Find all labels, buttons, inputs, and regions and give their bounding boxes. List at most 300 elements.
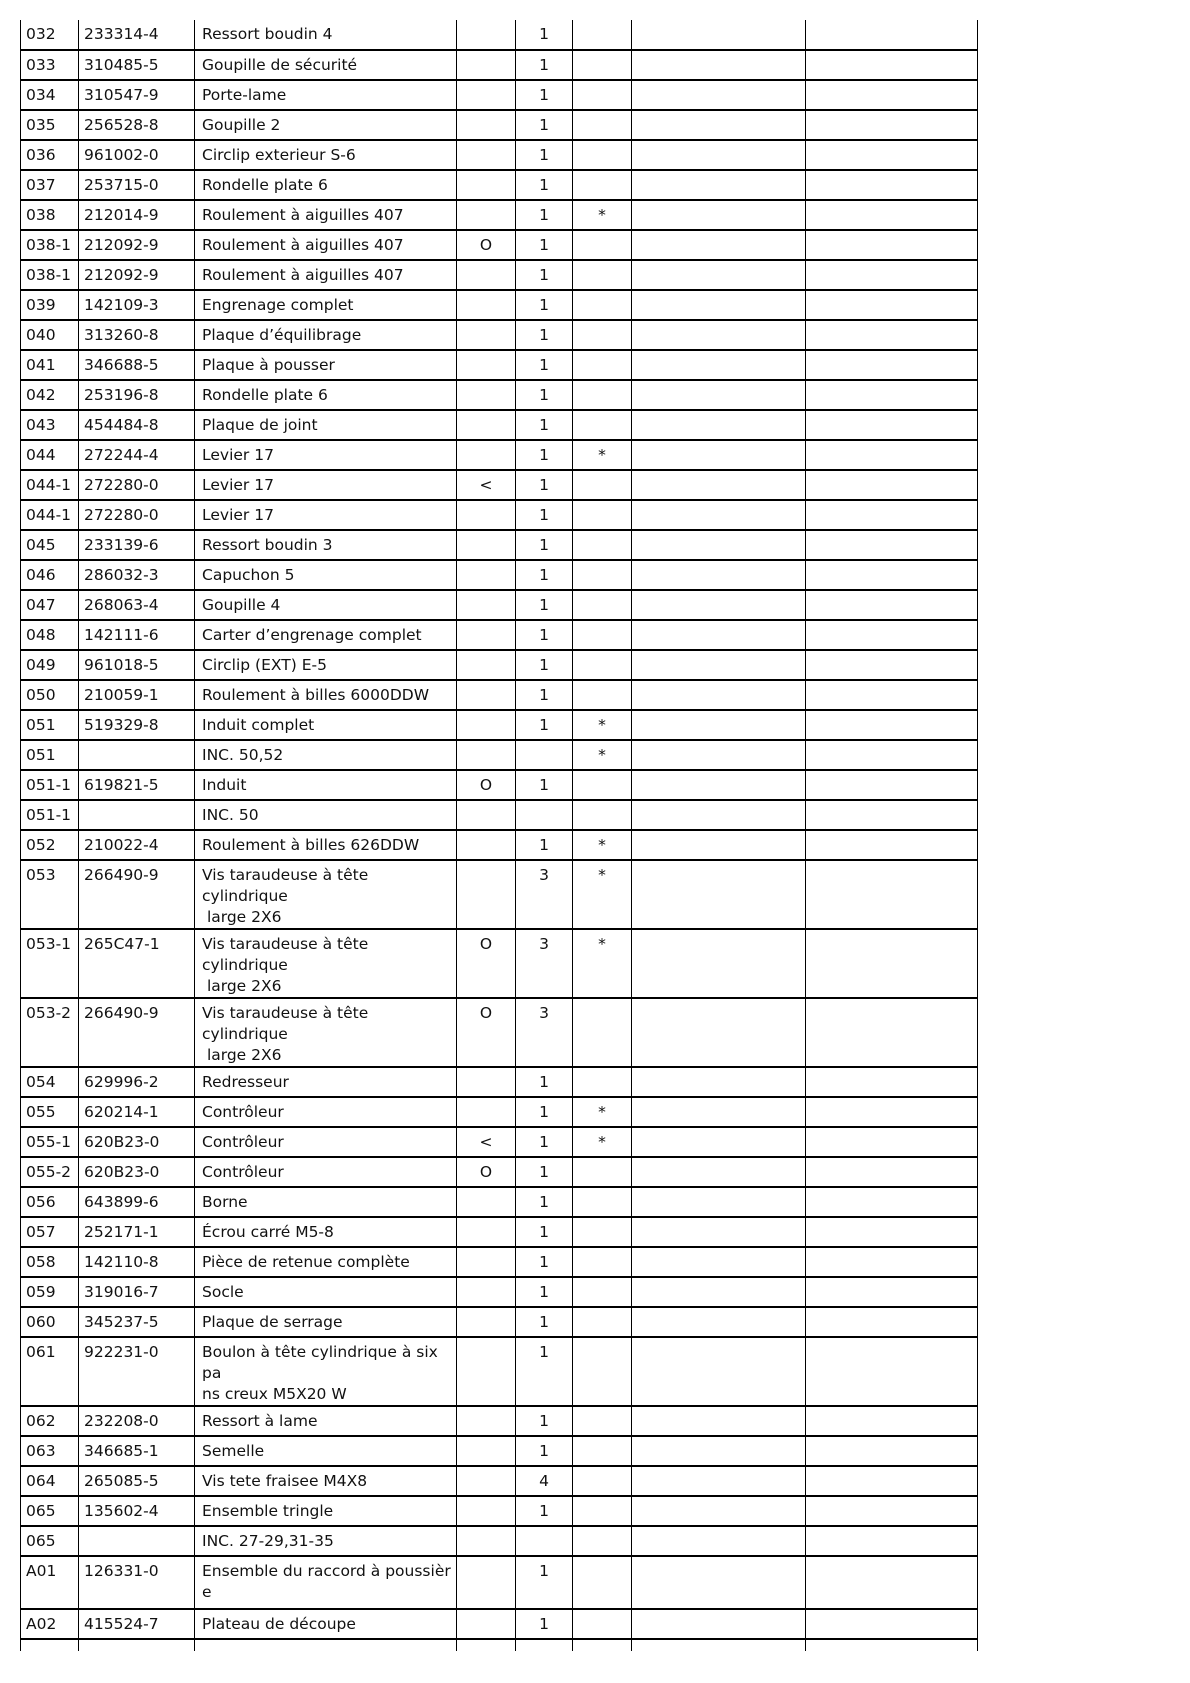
quantity-cell [516, 1526, 573, 1556]
change-mark-cell [457, 620, 516, 650]
note-cell [573, 50, 632, 80]
table-row [21, 1337, 978, 1406]
part-number-cell: 519329-8 [79, 710, 195, 740]
empty-cell [806, 560, 978, 590]
empty-cell [632, 1337, 806, 1406]
description-cell: Plaque de serrage [195, 1307, 457, 1337]
quantity-cell [516, 740, 573, 770]
empty-cell [806, 590, 978, 620]
change-mark-cell: O [457, 1157, 516, 1187]
quantity-cell: 1 [516, 350, 573, 380]
quantity-cell: 1 [516, 650, 573, 680]
empty-cell [195, 1639, 457, 1651]
item-number-cell: 065 [21, 1496, 79, 1526]
empty-cell [632, 830, 806, 860]
table-row [21, 50, 978, 80]
quantity-cell: 3 [516, 998, 573, 1067]
item-number-cell: 044 [21, 440, 79, 470]
quantity-cell: 1 [516, 1277, 573, 1307]
empty-cell [632, 1217, 806, 1247]
description-cell: Pièce de retenue complète [195, 1247, 457, 1277]
part-number-cell: 310485-5 [79, 50, 195, 80]
item-number-cell: 060 [21, 1307, 79, 1337]
empty-cell [632, 1496, 806, 1526]
empty-cell [632, 1127, 806, 1157]
table-row [21, 410, 978, 440]
change-mark-cell [457, 320, 516, 350]
empty-cell [632, 650, 806, 680]
table-row [21, 1067, 978, 1097]
empty-cell [632, 740, 806, 770]
part-number-cell: 272244-4 [79, 440, 195, 470]
table-row [21, 320, 978, 350]
note-cell: * [573, 710, 632, 740]
part-number-cell: 454484-8 [79, 410, 195, 440]
empty-cell [632, 1157, 806, 1187]
change-mark-cell: < [457, 1127, 516, 1157]
description-cell: Vis taraudeuse à tête cylindrique large 2X6 [195, 998, 457, 1067]
part-number-cell: 253196-8 [79, 380, 195, 410]
item-number-cell: 047 [21, 590, 79, 620]
part-number-cell: 268063-4 [79, 590, 195, 620]
empty-cell [632, 20, 806, 50]
change-mark-cell [457, 80, 516, 110]
table-row [21, 350, 978, 380]
quantity-cell: 1 [516, 170, 573, 200]
item-number-cell: 051-1 [21, 770, 79, 800]
change-mark-cell [457, 290, 516, 320]
quantity-cell: 1 [516, 1307, 573, 1337]
empty-cell [806, 650, 978, 680]
note-cell [573, 1436, 632, 1466]
quantity-cell: 1 [516, 590, 573, 620]
item-number-cell: 037 [21, 170, 79, 200]
table-row [21, 800, 978, 830]
table-row [21, 1187, 978, 1217]
quantity-cell [516, 800, 573, 830]
note-cell: * [573, 440, 632, 470]
table-row [21, 170, 978, 200]
quantity-cell: 1 [516, 560, 573, 590]
description-cell: Vis taraudeuse à tête cylindrique large 2X6 [195, 929, 457, 998]
description-cell: Capuchon 5 [195, 560, 457, 590]
empty-cell [806, 380, 978, 410]
part-number-cell: 272280-0 [79, 500, 195, 530]
description-cell: INC. 50,52 [195, 740, 457, 770]
empty-cell [806, 440, 978, 470]
table-row [21, 998, 978, 1067]
table-row [21, 1247, 978, 1277]
item-number-cell: 046 [21, 560, 79, 590]
part-number-cell: 961018-5 [79, 650, 195, 680]
part-number-cell: 619821-5 [79, 770, 195, 800]
description-cell: Engrenage complet [195, 290, 457, 320]
empty-cell [806, 998, 978, 1067]
change-mark-cell [457, 1466, 516, 1496]
change-mark-cell [457, 1337, 516, 1406]
table-row [21, 470, 978, 500]
description-cell: Levier 17 [195, 500, 457, 530]
note-cell [573, 110, 632, 140]
quantity-cell: 1 [516, 1067, 573, 1097]
quantity-cell: 1 [516, 1496, 573, 1526]
description-cell: Rondelle plate 6 [195, 380, 457, 410]
quantity-cell: 1 [516, 230, 573, 260]
empty-cell [806, 1436, 978, 1466]
table-row [21, 500, 978, 530]
description-cell: Levier 17 [195, 470, 457, 500]
note-cell [573, 650, 632, 680]
empty-cell [806, 530, 978, 560]
empty-cell [457, 1639, 516, 1651]
change-mark-cell [457, 1496, 516, 1526]
note-cell [573, 260, 632, 290]
change-mark-cell [457, 500, 516, 530]
part-number-cell: 415524-7 [79, 1609, 195, 1639]
table-row [21, 860, 978, 929]
empty-cell [21, 1639, 79, 1651]
empty-cell [806, 500, 978, 530]
table-row [21, 740, 978, 770]
empty-cell [806, 50, 978, 80]
part-number-cell: 286032-3 [79, 560, 195, 590]
change-mark-cell [457, 140, 516, 170]
empty-cell [806, 1496, 978, 1526]
item-number-cell: 041 [21, 350, 79, 380]
quantity-cell: 1 [516, 1556, 573, 1609]
empty-cell [806, 170, 978, 200]
description-cell: INC. 50 [195, 800, 457, 830]
part-number-cell: 922231-0 [79, 1337, 195, 1406]
note-cell [573, 1247, 632, 1277]
empty-cell [806, 1277, 978, 1307]
quantity-cell: 1 [516, 200, 573, 230]
quantity-cell: 1 [516, 770, 573, 800]
quantity-cell: 1 [516, 1436, 573, 1466]
quantity-cell: 1 [516, 1217, 573, 1247]
change-mark-cell [457, 560, 516, 590]
empty-cell [632, 140, 806, 170]
empty-cell [632, 260, 806, 290]
empty-cell [632, 860, 806, 929]
table-row [21, 20, 978, 50]
note-cell [573, 1277, 632, 1307]
empty-cell [632, 1639, 806, 1651]
part-number-cell: 620B23-0 [79, 1127, 195, 1157]
table-row [21, 710, 978, 740]
description-cell: Socle [195, 1277, 457, 1307]
empty-cell [806, 1556, 978, 1609]
table-row [21, 1496, 978, 1526]
empty-cell [806, 929, 978, 998]
part-number-cell: 253715-0 [79, 170, 195, 200]
change-mark-cell [457, 200, 516, 230]
table-row [21, 1466, 978, 1496]
quantity-cell: 1 [516, 1187, 573, 1217]
item-number-cell: 050 [21, 680, 79, 710]
note-cell [573, 560, 632, 590]
empty-cell [806, 1639, 978, 1651]
empty-cell [632, 470, 806, 500]
empty-cell [806, 1217, 978, 1247]
note-cell [573, 320, 632, 350]
description-cell: Contrôleur [195, 1127, 457, 1157]
note-cell [573, 1067, 632, 1097]
table-row [21, 1609, 978, 1639]
quantity-cell: 1 [516, 50, 573, 80]
item-number-cell: 057 [21, 1217, 79, 1247]
item-number-cell: 040 [21, 320, 79, 350]
item-number-cell: 036 [21, 140, 79, 170]
item-number-cell: 064 [21, 1466, 79, 1496]
empty-cell [806, 110, 978, 140]
description-cell: Roulement à aiguilles 407 [195, 230, 457, 260]
empty-cell [632, 80, 806, 110]
quantity-cell: 1 [516, 710, 573, 740]
quantity-cell: 1 [516, 1157, 573, 1187]
empty-cell [632, 320, 806, 350]
empty-cell [632, 1526, 806, 1556]
quantity-cell: 1 [516, 1609, 573, 1639]
change-mark-cell [457, 1187, 516, 1217]
part-number-cell [79, 1526, 195, 1556]
empty-cell [806, 1406, 978, 1436]
table-row [21, 1526, 978, 1556]
description-cell: Ensemble du raccord à poussièr e [195, 1556, 457, 1609]
empty-cell [806, 230, 978, 260]
empty-cell [632, 200, 806, 230]
change-mark-cell [457, 830, 516, 860]
change-mark-cell [457, 1277, 516, 1307]
empty-cell [806, 1157, 978, 1187]
table-row [21, 590, 978, 620]
part-number-cell: 256528-8 [79, 110, 195, 140]
part-number-cell: 142110-8 [79, 1247, 195, 1277]
change-mark-cell [457, 1609, 516, 1639]
change-mark-cell [457, 1406, 516, 1436]
part-number-cell: 629996-2 [79, 1067, 195, 1097]
note-cell [573, 680, 632, 710]
item-number-cell: A01 [21, 1556, 79, 1609]
note-cell [573, 1556, 632, 1609]
empty-cell [632, 929, 806, 998]
change-mark-cell [457, 1067, 516, 1097]
empty-cell [806, 320, 978, 350]
quantity-cell: 1 [516, 440, 573, 470]
table-row [21, 230, 978, 260]
table-row [21, 140, 978, 170]
empty-cell [806, 1067, 978, 1097]
part-number-cell: 346688-5 [79, 350, 195, 380]
item-number-cell: 065 [21, 1526, 79, 1556]
table-row [21, 1097, 978, 1127]
change-mark-cell [457, 530, 516, 560]
description-cell: Contrôleur [195, 1157, 457, 1187]
quantity-cell: 3 [516, 860, 573, 929]
change-mark-cell [457, 800, 516, 830]
note-cell [573, 1337, 632, 1406]
empty-cell [806, 290, 978, 320]
part-number-cell: 232208-0 [79, 1406, 195, 1436]
quantity-cell: 1 [516, 1337, 573, 1406]
part-number-cell [79, 740, 195, 770]
item-number-cell: 038 [21, 200, 79, 230]
change-mark-cell [457, 440, 516, 470]
part-number-cell: 266490-9 [79, 998, 195, 1067]
description-cell: Circlip (EXT) E-5 [195, 650, 457, 680]
quantity-cell: 1 [516, 320, 573, 350]
table-row [21, 650, 978, 680]
item-number-cell: 055-2 [21, 1157, 79, 1187]
table-row [21, 530, 978, 560]
empty-cell [632, 770, 806, 800]
empty-cell [632, 710, 806, 740]
part-number-cell: 210022-4 [79, 830, 195, 860]
part-number-cell: 310547-9 [79, 80, 195, 110]
change-mark-cell [457, 1097, 516, 1127]
quantity-cell: 1 [516, 110, 573, 140]
note-cell [573, 380, 632, 410]
change-mark-cell [457, 350, 516, 380]
item-number-cell: 049 [21, 650, 79, 680]
empty-cell [806, 1247, 978, 1277]
change-mark-cell [457, 260, 516, 290]
description-cell: Goupille de sécurité [195, 50, 457, 80]
description-cell: Circlip exterieur S-6 [195, 140, 457, 170]
quantity-cell: 3 [516, 929, 573, 998]
item-number-cell: 034 [21, 80, 79, 110]
item-number-cell: 044-1 [21, 470, 79, 500]
part-number-cell: 346685-1 [79, 1436, 195, 1466]
empty-cell [806, 770, 978, 800]
table-row [21, 80, 978, 110]
note-cell [573, 530, 632, 560]
note-cell [573, 998, 632, 1067]
empty-cell [632, 1067, 806, 1097]
empty-cell [632, 1556, 806, 1609]
empty-cell [632, 410, 806, 440]
description-cell: Ressort à lame [195, 1406, 457, 1436]
item-number-cell: 063 [21, 1436, 79, 1466]
change-mark-cell [457, 860, 516, 929]
part-number-cell: 961002-0 [79, 140, 195, 170]
note-cell [573, 1307, 632, 1337]
item-number-cell: 051 [21, 740, 79, 770]
empty-cell [632, 500, 806, 530]
description-cell: Roulement à aiguilles 407 [195, 200, 457, 230]
part-number-cell: 233139-6 [79, 530, 195, 560]
quantity-cell: 1 [516, 530, 573, 560]
change-mark-cell [457, 20, 516, 50]
quantity-cell: 1 [516, 1097, 573, 1127]
description-cell: Goupille 4 [195, 590, 457, 620]
quantity-cell: 1 [516, 1406, 573, 1436]
empty-cell [806, 1337, 978, 1406]
quantity-cell: 4 [516, 1466, 573, 1496]
item-number-cell: 059 [21, 1277, 79, 1307]
part-number-cell [79, 800, 195, 830]
note-cell [573, 800, 632, 830]
part-number-cell: 319016-7 [79, 1277, 195, 1307]
table-row [21, 620, 978, 650]
change-mark-cell [457, 1436, 516, 1466]
empty-cell [806, 680, 978, 710]
item-number-cell: 042 [21, 380, 79, 410]
empty-cell [806, 620, 978, 650]
empty-cell [632, 590, 806, 620]
description-cell: Borne [195, 1187, 457, 1217]
note-cell [573, 170, 632, 200]
item-number-cell: 038-1 [21, 260, 79, 290]
table-row [21, 1157, 978, 1187]
table-row [21, 560, 978, 590]
quantity-cell: 1 [516, 680, 573, 710]
description-cell: Vis tete fraisee M4X8 [195, 1466, 457, 1496]
part-number-cell: 643899-6 [79, 1187, 195, 1217]
description-cell: Plaque d’équilibrage [195, 320, 457, 350]
item-number-cell: 056 [21, 1187, 79, 1217]
note-cell [573, 1406, 632, 1436]
change-mark-cell [457, 590, 516, 620]
empty-cell [806, 140, 978, 170]
item-number-cell: 051 [21, 710, 79, 740]
part-number-cell: 212092-9 [79, 260, 195, 290]
note-cell [573, 1609, 632, 1639]
empty-cell [806, 860, 978, 929]
empty-cell [632, 800, 806, 830]
change-mark-cell [457, 740, 516, 770]
item-number-cell: 045 [21, 530, 79, 560]
empty-cell [79, 1639, 195, 1651]
quantity-cell: 1 [516, 290, 573, 320]
empty-cell [632, 350, 806, 380]
change-mark-cell [457, 380, 516, 410]
description-cell: Rondelle plate 6 [195, 170, 457, 200]
change-mark-cell [457, 110, 516, 140]
part-number-cell: 345237-5 [79, 1307, 195, 1337]
description-cell: Ressort boudin 4 [195, 20, 457, 50]
quantity-cell: 1 [516, 140, 573, 170]
empty-cell [632, 1277, 806, 1307]
table-row-continuation [21, 1639, 978, 1651]
empty-cell [806, 710, 978, 740]
note-cell [573, 20, 632, 50]
empty-cell [806, 80, 978, 110]
change-mark-cell [457, 650, 516, 680]
note-cell [573, 470, 632, 500]
empty-cell [632, 1187, 806, 1217]
table-row [21, 680, 978, 710]
empty-cell [806, 1466, 978, 1496]
part-number-cell: 265C47-1 [79, 929, 195, 998]
empty-cell [806, 20, 978, 50]
item-number-cell: 033 [21, 50, 79, 80]
table-row [21, 260, 978, 290]
note-cell [573, 140, 632, 170]
table-row [21, 1556, 978, 1609]
description-cell: Contrôleur [195, 1097, 457, 1127]
part-number-cell: 620214-1 [79, 1097, 195, 1127]
description-cell: Écrou carré M5-8 [195, 1217, 457, 1247]
empty-cell [632, 380, 806, 410]
empty-cell [632, 290, 806, 320]
change-mark-cell: O [457, 998, 516, 1067]
note-cell: * [573, 830, 632, 860]
item-number-cell: 039 [21, 290, 79, 320]
quantity-cell: 1 [516, 830, 573, 860]
empty-cell [806, 1609, 978, 1639]
change-mark-cell [457, 1556, 516, 1609]
